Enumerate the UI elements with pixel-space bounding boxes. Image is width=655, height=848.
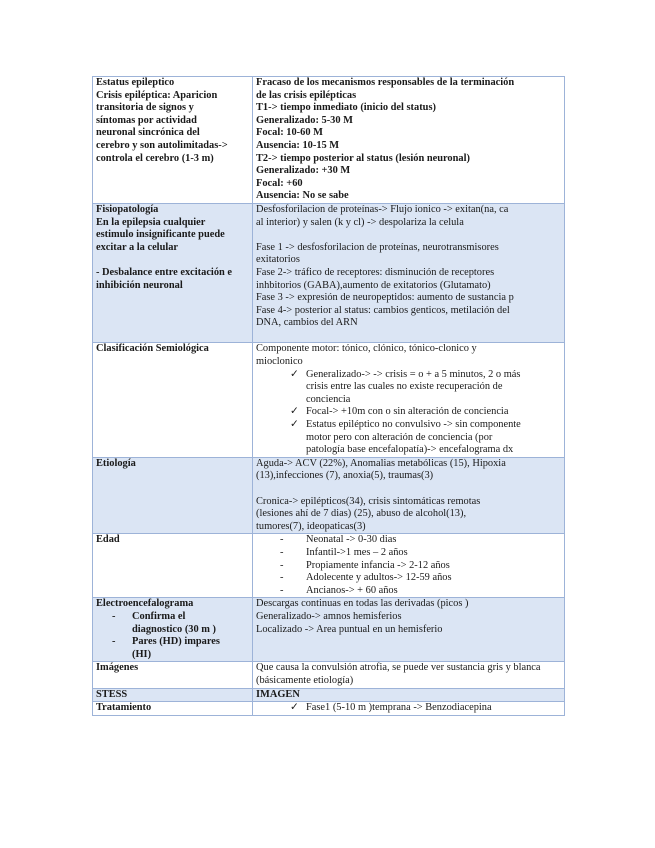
cell-text: Infantil->1 mes – 2 años <box>306 546 408 558</box>
cell-text: Focal: +60 <box>256 177 303 189</box>
cell-text: Aguda-> ACV (22%), Anomalias metabólicas (15), Hipoxia <box>256 457 506 469</box>
cell-text: Etiología <box>96 457 136 469</box>
list-item <box>96 611 249 636</box>
row-content-cell <box>253 688 565 702</box>
list-item <box>256 585 561 598</box>
cell-text: Fase 3 -> expresión de neuropeptidos: aumento de sustancia p <box>256 292 514 304</box>
list-item <box>256 406 561 419</box>
list-item <box>256 560 561 573</box>
row-label-cell <box>93 77 253 204</box>
cell-text: motor pero con alteración de conciencia (por <box>306 431 493 443</box>
cell-text: Clasificación Semiológica <box>96 343 209 355</box>
list-item <box>256 572 561 585</box>
cell-text: T2-> tiempo posterior al status (lesión neuronal) <box>256 152 470 164</box>
check-icon: ✓ <box>290 406 299 418</box>
dash-bullet: - <box>280 559 284 571</box>
row-label-cell <box>93 343 253 457</box>
cell-text: Neonatal -> 0-30 dias <box>306 534 397 546</box>
cell-text: IMAGEN <box>256 688 300 700</box>
list-item <box>256 702 561 715</box>
table-row <box>93 203 565 343</box>
row-label-cell <box>93 457 253 534</box>
row-label-cell <box>93 702 253 716</box>
cell-text: tumores(7), ideopaticas(3) <box>256 520 366 532</box>
cell-text: transitoria de signos y <box>96 102 194 114</box>
cell-text: Pares (HD) impares <box>132 636 220 648</box>
check-icon: ✓ <box>290 368 299 380</box>
cell-text: Ancianos-> + 60 años <box>306 584 398 596</box>
dash-bullet: - <box>280 534 284 546</box>
cell-text: Focal-> +10m con o sin alteración de conciencia <box>306 406 509 418</box>
cell-text: Estatus epileptico <box>96 77 175 88</box>
dash-bullet: - <box>280 572 284 584</box>
cell-text: Estatus epiléptico no convulsivo -> sin componente <box>306 419 521 431</box>
list-item <box>256 534 561 547</box>
cell-text: Focal: 10-60 M <box>256 127 323 139</box>
cell-text: (13),infecciones (7), anoxia(5), traumas(3) <box>256 470 434 482</box>
cell-text: inhibición neuronal <box>96 279 183 291</box>
cell-text: Cronica-> epilépticos(34), crisis sintomáticas remotas <box>256 495 481 507</box>
cell-text: Fisiopatología <box>96 203 159 215</box>
cell-text: Ausencia: 10-15 M <box>256 139 340 151</box>
cell-text: síntomas por actividad <box>96 114 197 126</box>
table-row <box>93 688 565 702</box>
table-row <box>93 598 565 662</box>
cell-text: inhbitorios (GABA),aumento de exitatorios (Glutamato) <box>256 279 491 291</box>
notes-table <box>92 76 565 716</box>
cell-text: Generalizado-> amnos hemisferios <box>256 610 402 622</box>
cell-text: En la epilepsia cualquier <box>96 216 206 228</box>
cell-text: Que causa la convulsión atrofia, se puede ver sustancia gris y blanca (básicamente etiología) <box>256 662 541 686</box>
row-label-cell <box>93 534 253 598</box>
cell-text: patología base encefalopatía)-> encefalograma dx <box>306 444 514 456</box>
row-content-cell <box>253 343 565 457</box>
cell-text: excitar a la celular <box>96 241 179 253</box>
dash-bullet: - <box>112 610 116 622</box>
cell-text: Fase1 (5-10 m )temprana -> Benzodiacepina <box>306 702 492 714</box>
cell-text: Crisis epiléptica: Aparicion <box>96 89 218 101</box>
cell-text: Adolecente y adultos-> 12-59 años <box>306 572 452 584</box>
cell-text: Fase 1 -> desfosforilacion de proteínas, neurotransmisores <box>256 241 499 253</box>
cell-text: cerebro y son autolimitadas-> <box>96 139 228 151</box>
check-icon: ✓ <box>290 419 299 431</box>
list-item <box>256 369 561 407</box>
cell-text: Ausencia: No se sabe <box>256 190 349 202</box>
check-icon: ✓ <box>290 702 299 714</box>
dash-bullet: - <box>280 546 284 558</box>
cell-text: al interior) y salen (k y cl) -> despolariza la celula <box>256 216 464 228</box>
cell-text: STESS <box>96 688 128 700</box>
cell-text: Desfosforilacion de proteínas-> Flujo ionico -> exitan(na, ca <box>256 203 509 215</box>
cell-text: Componente motor: tónico, clónico, tónico-clonico y <box>256 343 477 355</box>
row-content-cell <box>253 203 565 343</box>
cell-text: Propiamente infancia -> 2-12 años <box>306 559 450 571</box>
cell-text: Edad <box>96 534 120 546</box>
row-label-cell <box>93 598 253 662</box>
cell-text: Tratamiento <box>96 702 152 714</box>
cell-text: T1-> tiempo inmediato (inicio del status) <box>256 102 436 114</box>
list-item <box>96 636 249 661</box>
cell-text: Generalizado: +30 M <box>256 165 351 177</box>
row-label-cell <box>93 203 253 343</box>
cell-text: (HI) <box>132 648 152 660</box>
cell-text: estimulo insignificante puede <box>96 229 225 241</box>
table-row <box>93 662 565 688</box>
cell-text: Localizado -> Area puntual en un hemisferio <box>256 623 443 635</box>
table-row <box>93 457 565 534</box>
cell-text: exitatorios <box>256 254 300 266</box>
dash-bullet: - <box>112 636 116 648</box>
cell-text: neuronal sincrónica del <box>96 127 200 139</box>
row-content-cell <box>253 534 565 598</box>
cell-text: DNA, cambios del ARN <box>256 317 358 329</box>
row-content-cell <box>253 457 565 534</box>
cell-text: de las crisis epilépticas <box>256 89 357 101</box>
cell-text: Generalizado: 5-30 M <box>256 114 353 126</box>
row-label-cell <box>93 662 253 688</box>
row-label-cell <box>93 688 253 702</box>
table-row <box>93 534 565 598</box>
row-content-cell <box>253 702 565 716</box>
cell-text: conciencia <box>306 393 351 405</box>
cell-text: - Desbalance entre excitación e <box>96 266 233 278</box>
cell-text: controla el cerebro (1-3 m) <box>96 152 214 164</box>
table-row <box>93 77 565 204</box>
dash-bullet: - <box>280 584 284 596</box>
row-content-cell <box>253 662 565 688</box>
cell-text: Fase 2-> tráfico de receptores: disminución de receptores <box>256 266 495 278</box>
list-item <box>256 547 561 560</box>
cell-text: crisis entre las cuales no existe recuperación de <box>306 381 503 393</box>
cell-text: Electroencefalograma <box>96 598 194 610</box>
list-item <box>256 419 561 457</box>
cell-text: Descargas continuas en todas las derivadas (picos ) <box>256 598 469 610</box>
cell-text: mioclonico <box>256 356 303 368</box>
cell-text: Fase 4-> posterior al status: cambios genticos, metilación del <box>256 304 510 316</box>
row-content-cell <box>253 77 565 204</box>
cell-text: Imágenes <box>96 662 139 674</box>
cell-text: Generalizado-> -> crisis = o + a 5 minutos, 2 o más <box>306 368 521 380</box>
cell-text: Fracaso de los mecanismos responsables de la terminación <box>256 77 515 88</box>
cell-text: diagnostico (30 m ) <box>132 623 216 635</box>
row-content-cell <box>253 598 565 662</box>
table-row <box>93 702 565 716</box>
cell-text: (lesiones ahí de 7 dias) (25), abuso de alcohol(13), <box>256 508 467 520</box>
table-row <box>93 343 565 457</box>
cell-text: Confirma el <box>132 610 186 622</box>
